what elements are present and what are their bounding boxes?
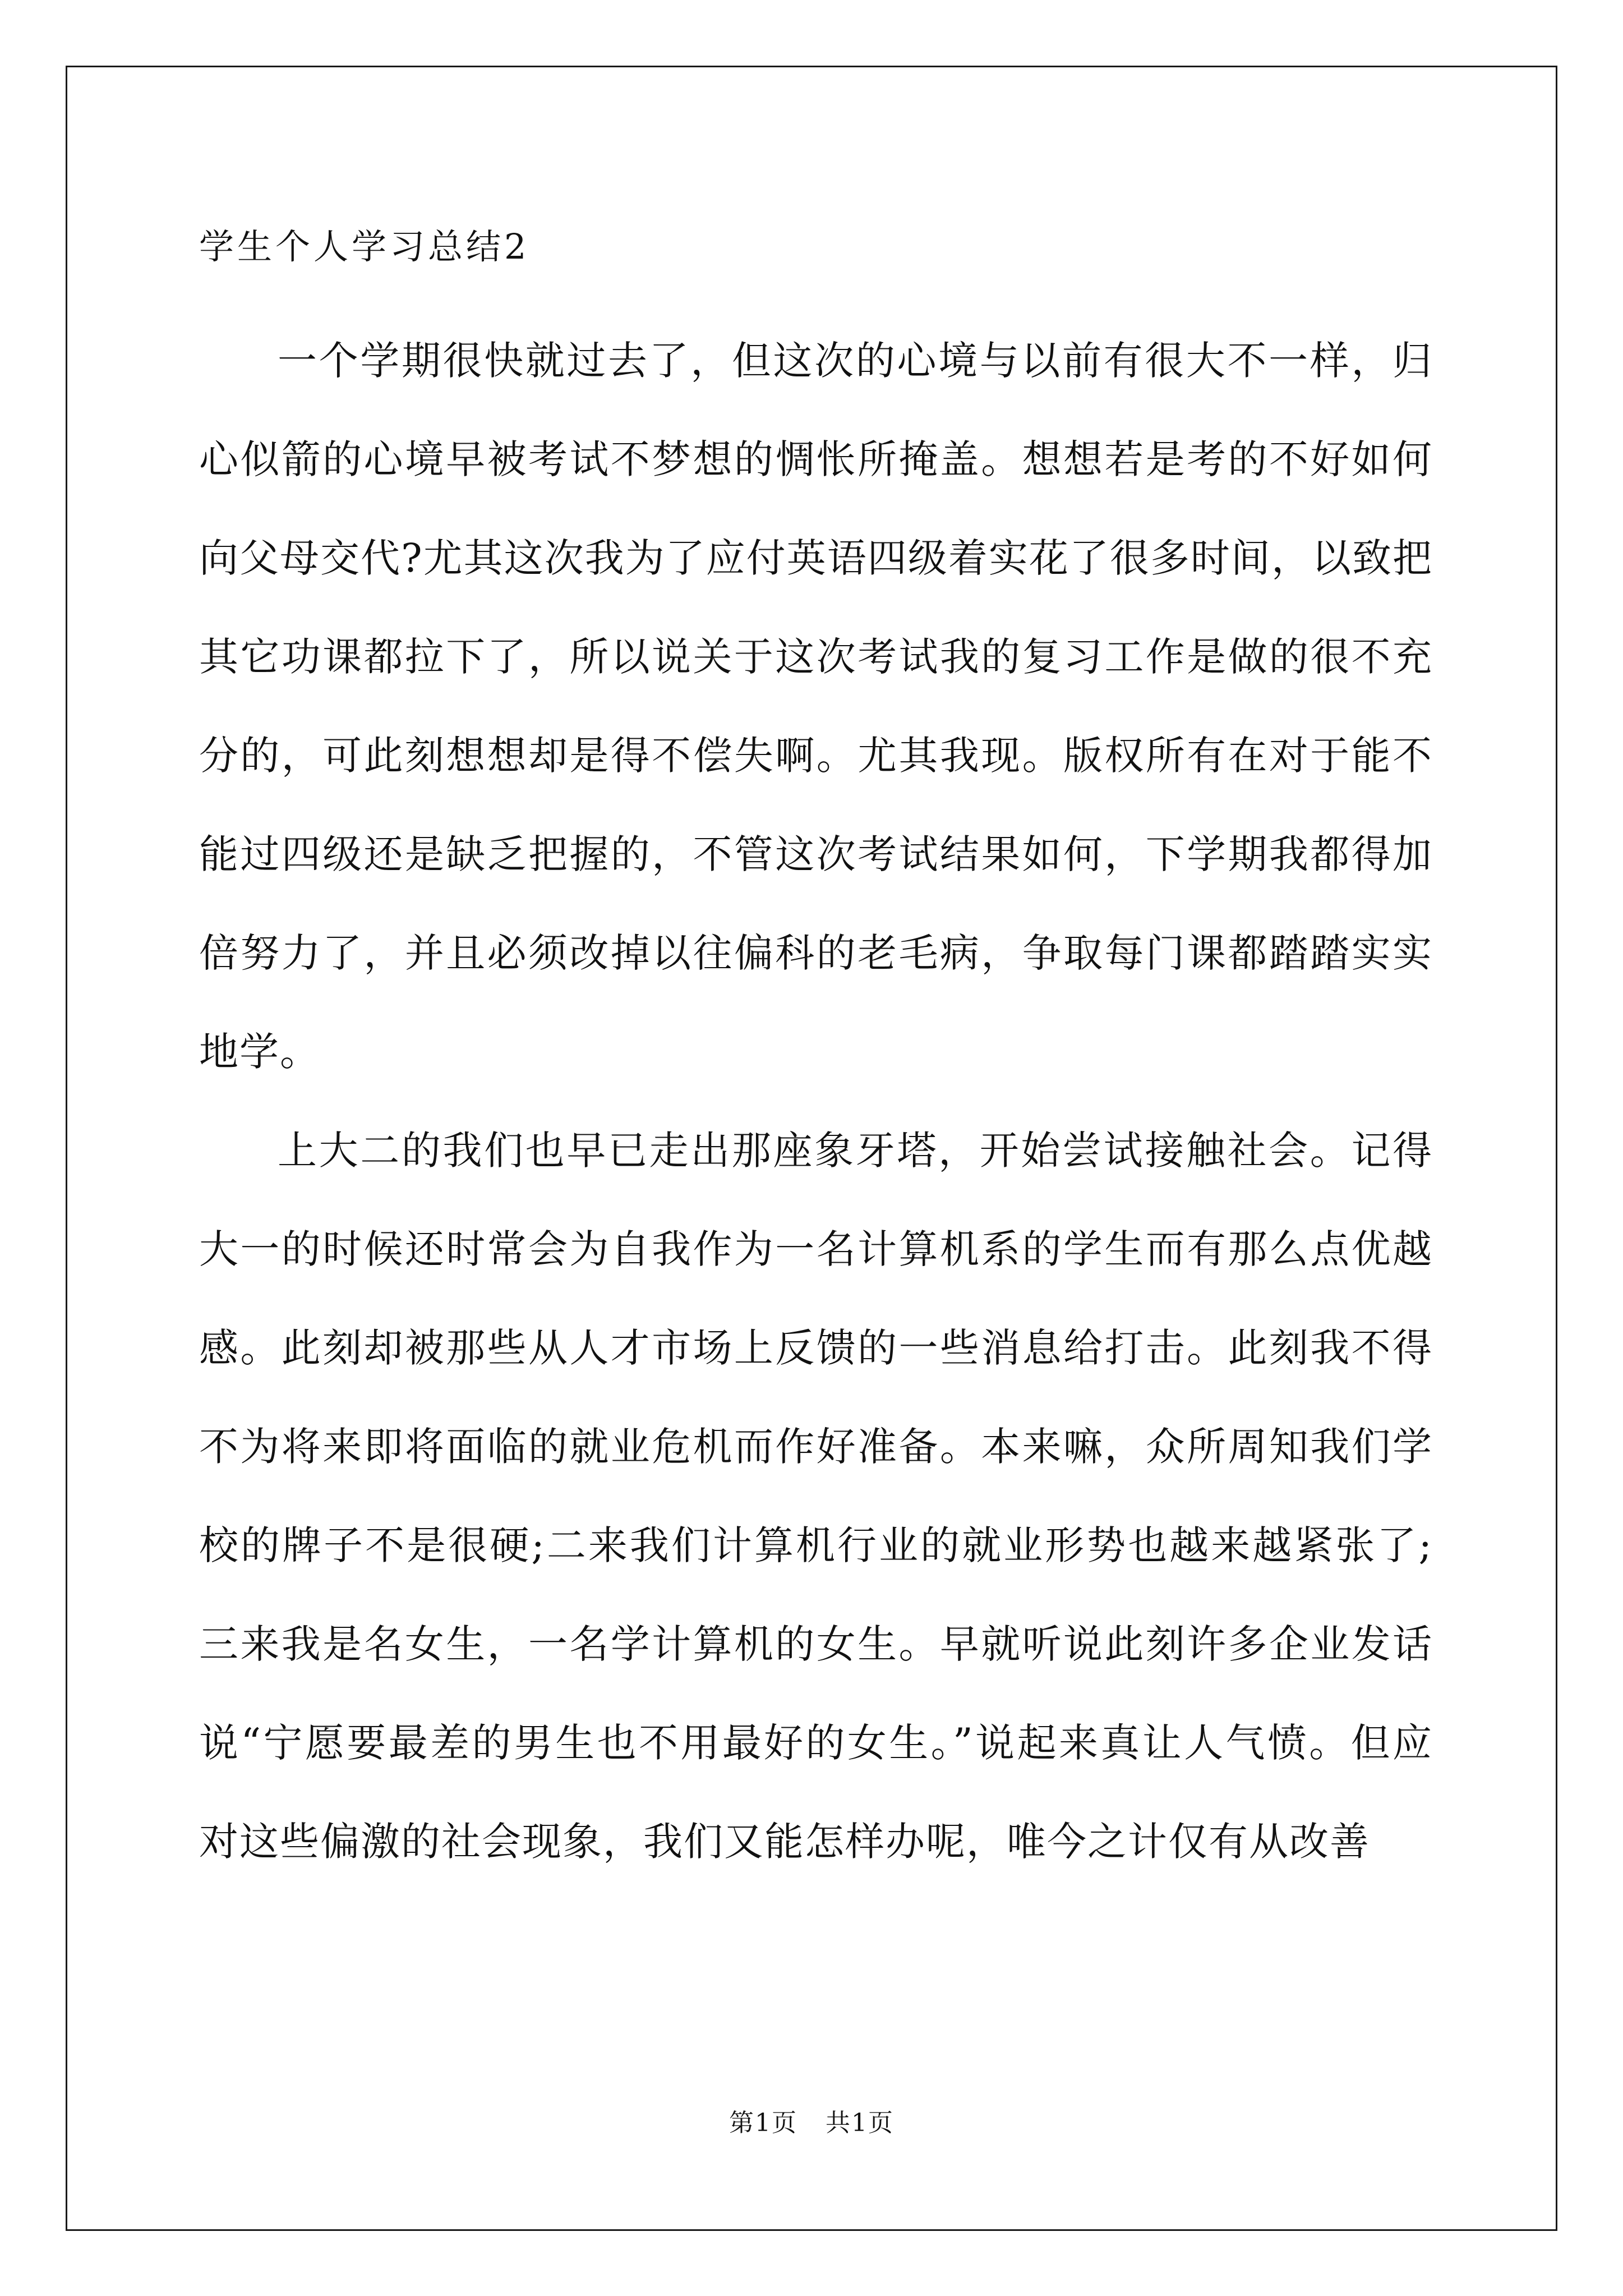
page-footer bbox=[0, 2106, 1623, 2140]
document-body bbox=[199, 222, 1433, 1891]
page-number: 第1页 bbox=[729, 2109, 797, 2137]
page-total: 共1页 bbox=[826, 2109, 894, 2137]
document-title: 学生个人学习总结2 bbox=[199, 226, 530, 267]
paragraph-1: 一个学期很快就过去了，但这次的心境与以前有很大不一样，归心似箭的心境早被考试不梦想的惆怅所掩盖。想想若是考的不好如何向父母交代?尤其这次我为了应付英语四级着实花了很多时间，以致把其它功课都拉下了，所以说关于这次考试我的复习工作是做的很不充分的，可此刻想想却是得不偿失啊。尤其我现。版权所有在对于能不能过四级还是缺乏把握的，不管这次考试结果如何，下学期我都得加倍努力了，并且必须改掉以往偏科的老毛病，争取每门课都踏踏实实地学。 bbox=[199, 338, 1433, 1075]
paragraph-2: 上大二的我们也早已走出那座象牙塔，开始尝试接触社会。记得大一的时候还时常会为自我作为一名计算机系的学生而有那么点优越感。此刻却被那些从人才市场上反馈的一些消息给打击。此刻我不得不为将来即将面临的就业危机而作好准备。本来嘛，众所周知我们学校的牌子不是很硬;二来我们计算机行业的就业形势也越来越紧张了;三来我是名女生，一名学计算机的女生。早就听说此刻许多企业发话说“宁愿要最差的男生也不用最好的女生。”说起来真让人气愤。但应对这些偏激的社会现象，我们又能怎样办呢，唯今之计仅有从改善 bbox=[199, 1128, 1433, 1865]
